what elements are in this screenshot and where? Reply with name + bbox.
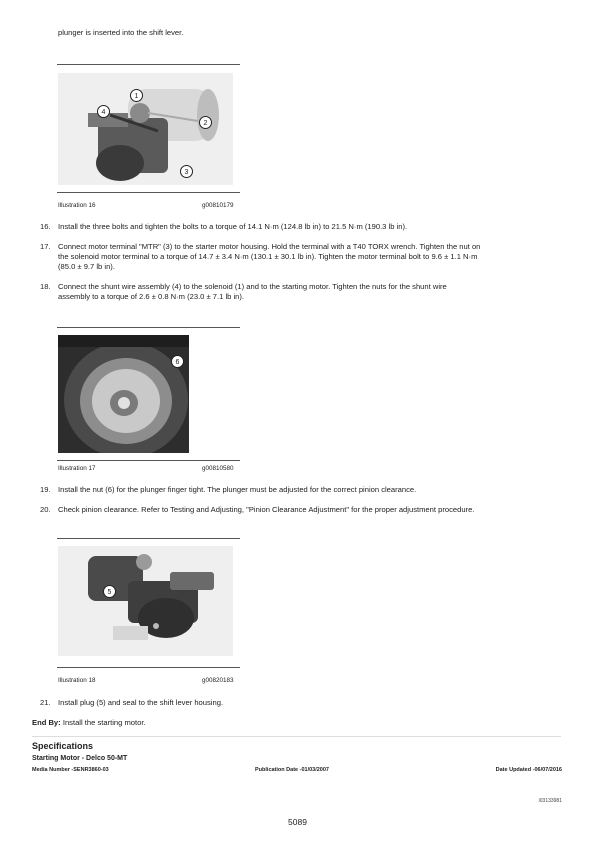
product-title: Starting Motor - Delco 50-MT: [32, 755, 128, 762]
end-by: [32, 718, 146, 728]
callout-2: 2: [199, 116, 212, 129]
step-number: 16.: [40, 222, 51, 231]
step-text: Install the three bolts and tighten the bolts to a torque of 14.1 N·m (124.8 lb in) to 21.5 N·m (190.3 lb in).: [58, 222, 408, 231]
date-updated: Date Updated -06/07/2016: [495, 767, 562, 773]
figure-bottom-rule: [57, 460, 240, 461]
footer-divider: [32, 736, 561, 737]
step-text: Install plug (5) and seal to the shift lever housing.: [58, 698, 224, 707]
step-text: Check pinion clearance. Refer to Testing and Adjusting, "Pinion Clearance Adjustment" for the proper adjustment procedure.: [58, 505, 475, 514]
end-by-label: End By:: [32, 718, 61, 727]
step-text: Install the nut (6) for the plunger finger tight. The plunger must be adjusted for the correct pinion clearance.: [58, 485, 417, 494]
figure-bottom-rule: [57, 667, 240, 668]
callout-3: 3: [180, 165, 193, 178]
callout-5: 5: [103, 585, 116, 598]
publication-date: Publication Date -01/03/2007: [255, 767, 329, 773]
step-text-line: Connect motor terminal "MTR" (3) to the starter motor housing. Hold the terminal with a T40 TORX wrench. Tighten the nut on: [58, 242, 481, 251]
illustration-17-label: Illustration 17: [58, 465, 96, 472]
step-text-line: assembly to a torque of 2.6 ± 0.8 N·m (23.0 ± 7.1 lb in).: [58, 292, 245, 301]
step-number: 20.: [40, 505, 51, 514]
figure-bottom-rule: [57, 192, 240, 193]
illustration-16-label: Illustration 16: [58, 202, 96, 209]
illustration-16-photo: [58, 73, 233, 185]
step-number: 17.: [40, 242, 51, 251]
intro-text: plunger is inserted into the shift lever.: [58, 28, 184, 37]
callout-4: 4: [97, 105, 110, 118]
step-number: 18.: [40, 282, 51, 291]
step-text-line: Connect the shunt wire assembly (4) to the solenoid (1) and to the starting motor. Tighten the nuts for the shunt wire: [58, 282, 447, 291]
step-number: 19.: [40, 485, 51, 494]
figure-top-rule: [57, 538, 240, 539]
page-number: 5089: [288, 817, 307, 827]
illustration-16-code: g00810179: [202, 202, 234, 209]
step-text-line: the solenoid motor terminal to a torque of 14.7 ± 3.4 N·m (130.1 ± 30.1 lb in). Tighten the motor terminal bolt to 9.6 ± 1.1 N·m: [58, 252, 478, 261]
illustration-18-label: Illustration 18: [58, 677, 96, 684]
media-number: Media Number -SENR3860-03: [32, 767, 109, 773]
end-by-text: Install the starting motor.: [62, 718, 146, 727]
illustration-17-code: g00810580: [202, 465, 234, 472]
callout-1: 1: [130, 89, 143, 102]
illustration-17-photo: [58, 335, 189, 453]
step-number: 21.: [40, 698, 51, 707]
illustration-18-code: g00820183: [202, 677, 234, 684]
figure-top-rule: [57, 64, 240, 65]
document-id: i03133981: [538, 798, 562, 804]
specifications-heading: Specifications: [32, 741, 94, 751]
step-text-line: (85.0 ± 9.7 lb in).: [58, 262, 115, 271]
callout-6: 6: [171, 355, 184, 368]
illustration-18-photo: [58, 546, 233, 656]
figure-top-rule: [57, 327, 240, 328]
